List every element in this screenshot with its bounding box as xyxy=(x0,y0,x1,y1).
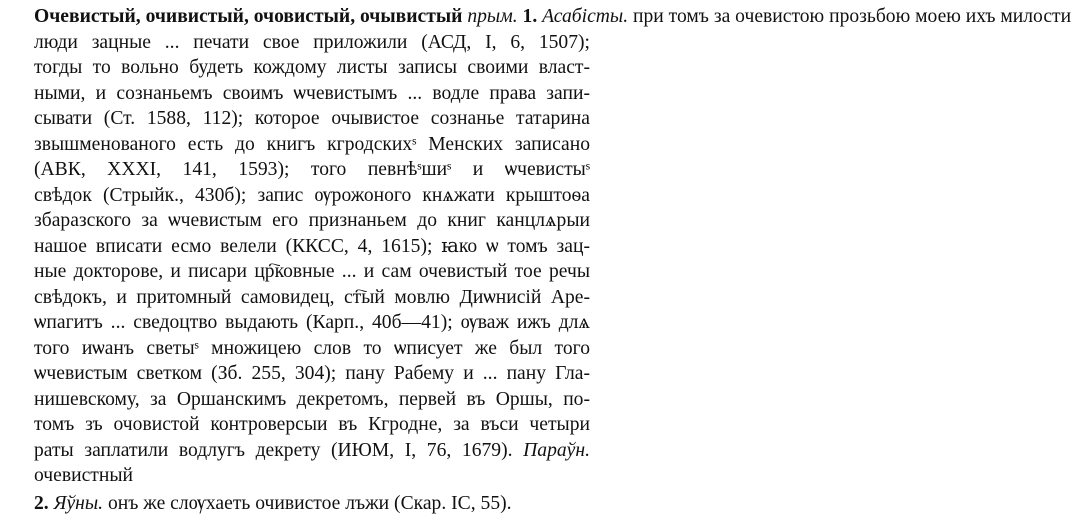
entry-line: ными, и сознаньемъ своимъ ѡчевистымъ ... водле права запи- xyxy=(6,81,590,107)
sense-number-2: 2. xyxy=(34,493,49,514)
entry-line: люди зацные ... печати свое приложили (АСД, І, 6, 1507); xyxy=(6,30,590,56)
dictionary-page xyxy=(6,4,590,516)
sense-gloss-1: Асабісты. xyxy=(542,6,628,27)
entry-line: (АВК, XXXI, 141, 1593); того певнѣˢшиˢ и ѡчевистыˢ xyxy=(6,157,590,183)
entry-line: свѣдокъ, и притомный самовидец, ст҇ый мовлю Диѡнисій Аре- xyxy=(6,285,590,311)
entry-line: звышменованого есть до книгъ кгродскихˢ Менских записано xyxy=(6,132,590,158)
entry-line: свѣдок (Стрыйк., 430б); запис ѹрожоного кнѧжати крыштоѳа xyxy=(6,183,590,209)
entry-line: сывати (Ст. 1588, 112); которое очывистое сознанье татарина xyxy=(6,106,590,132)
grammar-label: прым. xyxy=(467,6,517,27)
crossref-word: очевистный xyxy=(6,463,590,489)
headword: Очевистый, очивистый, очовистый, очывистый xyxy=(34,6,462,27)
entry-line-with-crossref xyxy=(6,438,590,464)
entry-line-1 xyxy=(6,4,590,30)
dictionary-entry xyxy=(6,4,590,489)
entry-line: тогды то вольно будеть кождому листы записы своими власт- xyxy=(6,55,590,81)
sense-2-citation: онъ же слѹхаеть очивистое лъжи (Скар. ІС, 55). xyxy=(108,493,512,514)
sense-2-line xyxy=(6,491,590,516)
sense-number-1: 1. xyxy=(523,6,538,27)
entry-line: ѡчевистым светком (Зб. 255, 304); пану Рабему и ... пану Гла- xyxy=(6,361,590,387)
entry-line: томъ зъ очовистой контроверсыи въ Кгродне, за въси четыри xyxy=(6,412,590,438)
see-also-label: Параўн. xyxy=(523,440,590,461)
entry-line: нашое вписати есмо велели (ККСС, 4, 1615); ꙗко ѡ томъ зац- xyxy=(6,234,590,260)
entry-line: нишевскому, за Оршанскимъ декретомъ, первей въ Оршы, по- xyxy=(6,387,590,413)
citation-text: раты заплатили водлугъ декрету (ИЮМ, І, 76, 1679). xyxy=(34,440,513,461)
entry-line: того иѡанъ светыˢ множицею слов то ѡписует же был того xyxy=(6,336,590,362)
entry-line: ѡпагитъ ... сведоцтво выдають (Карп., 40б—41); ѹваж ижъ длѧ xyxy=(6,310,590,336)
entry-line: ные докторове, и писари цр҇ковные ... и сам очевистый тое речы xyxy=(6,259,590,285)
citation-text: при томъ за очевистою прозьбою моею ихъ милости xyxy=(633,6,1071,27)
sense-gloss-2: Яўны. xyxy=(54,493,103,514)
dictionary-sense-2 xyxy=(6,491,590,516)
entry-line: збаразского за ѡчевистым его признаньем до книг канцлѧрыи xyxy=(6,208,590,234)
